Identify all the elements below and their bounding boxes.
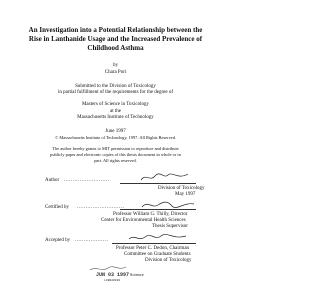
accepted-signature-dots: ...................	[75, 238, 109, 243]
permission-line-1: The author hereby grants to MIT permission to reproduce and distribute	[52, 146, 179, 151]
library-stamp-science: Science	[130, 272, 144, 277]
certified-name: Professor William G. Thilly, Director	[113, 212, 188, 217]
author-date: May 1997	[175, 192, 196, 197]
library-stamp-libraries: LIBRARIES	[104, 279, 121, 282]
library-stamp-date: JUN 03 1997	[96, 272, 130, 278]
accepted-signature-line	[112, 243, 196, 244]
thesis-date: June 1997	[105, 129, 126, 134]
certified-signature-line	[120, 209, 196, 210]
accepted-division: Division of Toxicology	[145, 258, 192, 263]
author-signature-dots: ..........................	[64, 178, 110, 183]
degree-line-2: at the	[110, 109, 121, 114]
certified-signature-dots: ...........................	[77, 205, 125, 210]
degree-line-1: Masters of Science in Toxicology	[81, 102, 150, 107]
author-division: Division of Toxicology	[158, 186, 205, 191]
permission-line-3: part. All rights reserved.	[94, 158, 137, 163]
author-signature-label: Author	[45, 178, 60, 183]
permission-line-2: publicly paper and electronic copies of this thesis document in whole or in	[50, 152, 181, 157]
degree-line-3: Massachusetts Institute of Technology	[77, 115, 154, 120]
accepted-signature-label: Accepted by	[45, 238, 71, 243]
copyright-notice: © Massachusetts Institute of Technology, 1997. All Rights Reserved.	[54, 135, 177, 140]
accepted-name: Professor Peter C. Dedon, Chairman	[116, 246, 190, 251]
thesis-title-line-2: Rise in Lanthanide Usage and the Increased Prevalence of	[28, 35, 203, 43]
accepted-committee: Committee on Graduate Students	[124, 252, 191, 257]
author-name: Chara Pori	[104, 70, 127, 75]
certified-role: Thesis Supervisor	[152, 224, 188, 229]
submission-line-1: Submitted to the Division of Toxicology	[75, 84, 156, 89]
certified-center: Center for Environmental Health Sciences	[101, 218, 186, 223]
certified-signature-label: Certified by	[45, 205, 70, 210]
author-signature-line	[120, 183, 196, 184]
thesis-title-line-3: Childhood Asthma	[87, 44, 144, 52]
by-line: by	[113, 63, 118, 68]
thesis-title-line-1: An Investigation into a Potential Relationship between the	[28, 26, 203, 34]
submission-line-2: in partial fulfillment of the requirements for the degree of	[57, 90, 174, 95]
